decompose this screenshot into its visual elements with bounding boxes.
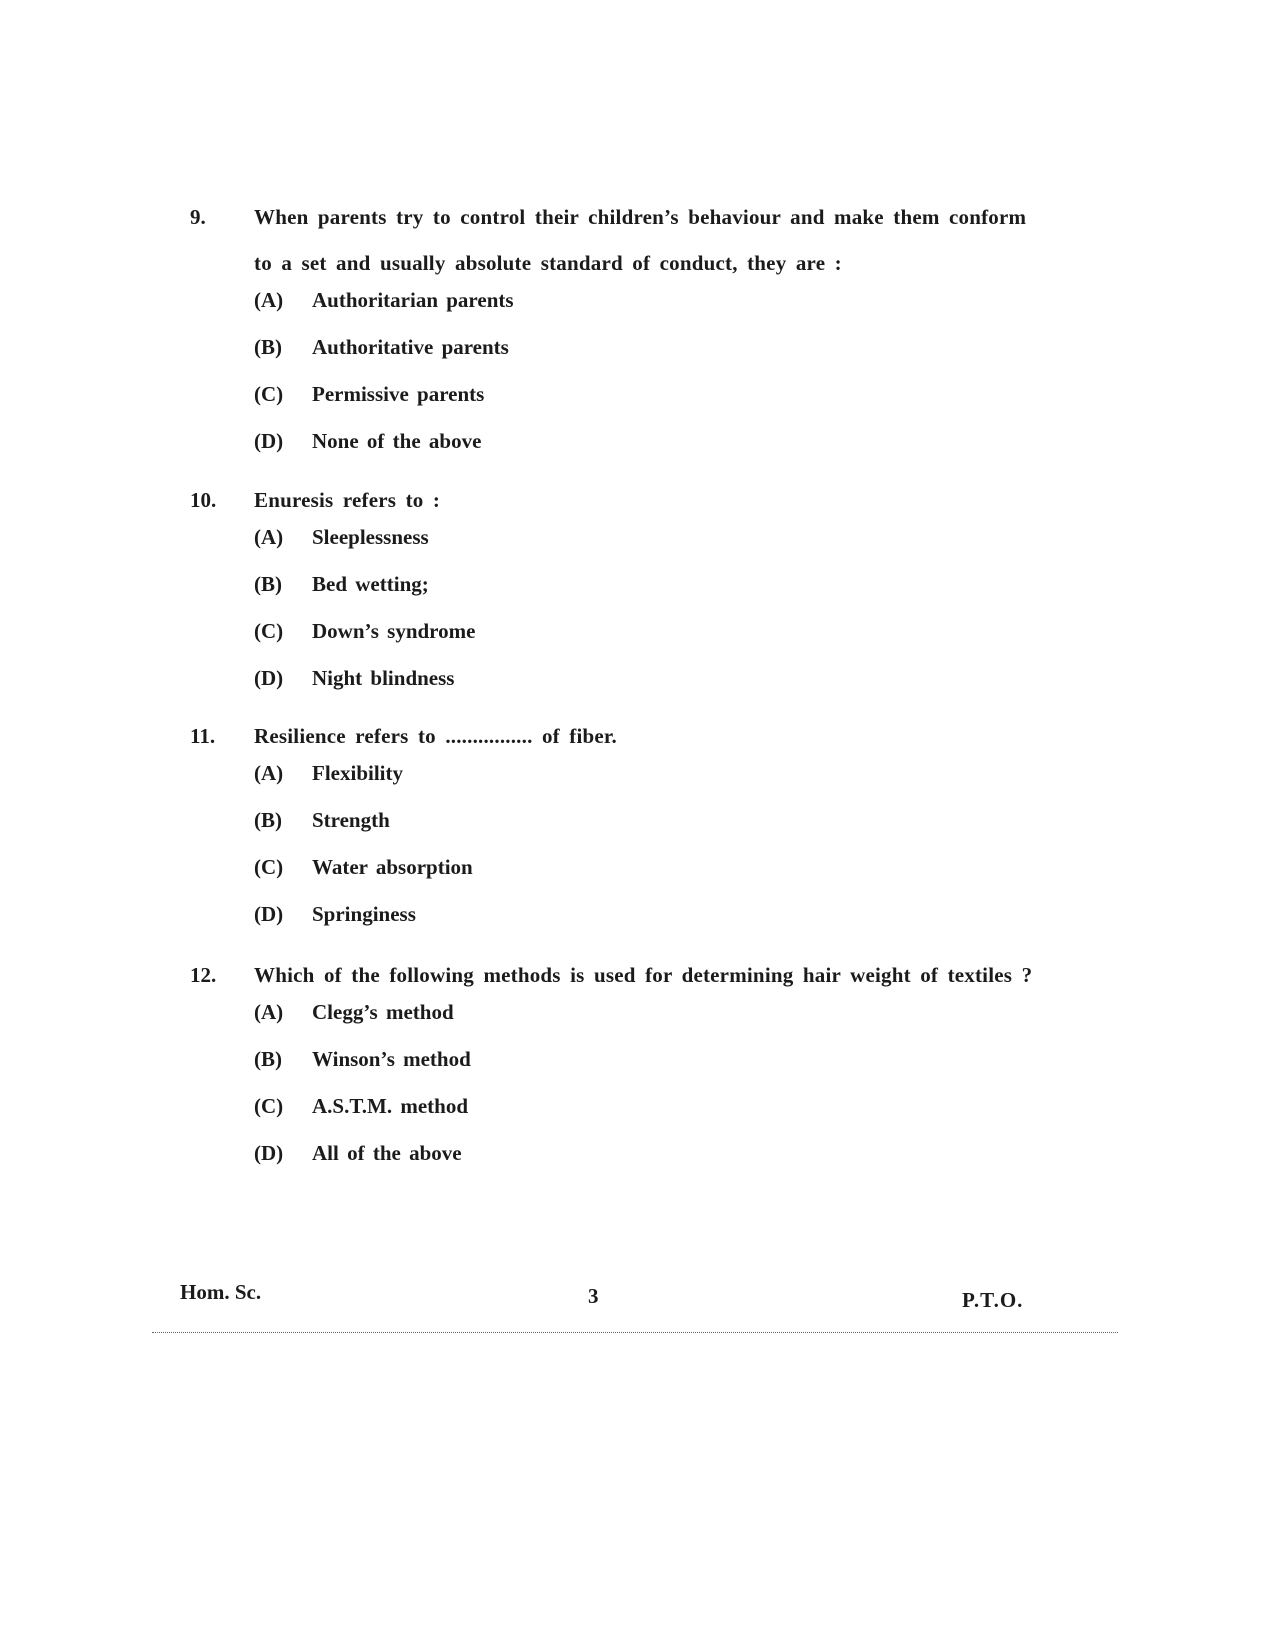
- option-text: Springiness: [312, 902, 416, 926]
- option-b: [254, 335, 1050, 382]
- option-text: Flexibility: [312, 761, 403, 785]
- option-text: Clegg’s method: [312, 1000, 454, 1024]
- question-12: [190, 963, 1050, 1188]
- option-d: [254, 902, 1050, 949]
- question-9: [190, 205, 1050, 476]
- option-c: [254, 855, 1050, 902]
- question-text: Resilience refers to ................ of fiber.: [254, 724, 617, 748]
- option-a: [254, 761, 1050, 808]
- option-b: [254, 808, 1050, 855]
- option-c: [254, 619, 1050, 666]
- option-text: All of the above: [312, 1141, 462, 1165]
- option-label: (B): [254, 808, 282, 832]
- option-text: Sleeplessness: [312, 525, 429, 549]
- option-label: (C): [254, 855, 284, 879]
- option-label: (A): [254, 1000, 284, 1024]
- option-label: (B): [254, 572, 282, 596]
- question-number: 12.: [190, 963, 217, 987]
- option-text: None of the above: [312, 429, 482, 453]
- question-number: 11.: [190, 724, 216, 748]
- option-text: Down’s syndrome: [312, 619, 476, 643]
- option-a: [254, 288, 1050, 335]
- option-label: (B): [254, 1047, 282, 1071]
- option-label: (D): [254, 902, 284, 926]
- option-d: [254, 1141, 1050, 1188]
- footer-divider: [152, 1332, 1118, 1333]
- option-label: (C): [254, 382, 284, 406]
- option-label: (B): [254, 335, 282, 359]
- option-text: Strength: [312, 808, 390, 832]
- question-text: Which of the following methods is used for determining hair weight of textiles ?: [254, 963, 1033, 987]
- question-text: Enuresis refers to :: [254, 488, 441, 512]
- footer-pto: P.T.O.: [962, 1288, 1024, 1312]
- option-label: (D): [254, 1141, 284, 1165]
- option-label: (D): [254, 429, 284, 453]
- option-label: (C): [254, 1094, 284, 1118]
- footer-page-number: 3: [588, 1284, 599, 1308]
- option-label: (A): [254, 761, 284, 785]
- option-text: Permissive parents: [312, 382, 485, 406]
- option-text: Night blindness: [312, 666, 455, 690]
- option-label: (A): [254, 288, 284, 312]
- option-label: (D): [254, 666, 284, 690]
- footer-subject: Hom. Sc.: [180, 1280, 262, 1304]
- question-10: [190, 488, 1050, 713]
- options-list: [254, 525, 1050, 713]
- question-number: 9.: [190, 205, 206, 229]
- option-text: Winson’s method: [312, 1047, 471, 1071]
- question-11: [190, 724, 1050, 949]
- option-a: [254, 525, 1050, 572]
- option-b: [254, 1047, 1050, 1094]
- option-text: Authoritative parents: [312, 335, 509, 359]
- option-text: Bed wetting;: [312, 572, 429, 596]
- option-d: [254, 429, 1050, 476]
- option-label: (C): [254, 619, 284, 643]
- option-label: (A): [254, 525, 284, 549]
- option-a: [254, 1000, 1050, 1047]
- option-d: [254, 666, 1050, 713]
- option-text: Authoritarian parents: [312, 288, 514, 312]
- option-c: [254, 382, 1050, 429]
- options-list: [254, 288, 1050, 476]
- question-number: 10.: [190, 488, 217, 512]
- options-list: [254, 1000, 1050, 1188]
- option-c: [254, 1094, 1050, 1141]
- question-text: When parents try to control their children’s behaviour and make them conform to a set and usually absolute standard of conduct, they are :: [254, 205, 1027, 275]
- option-text: A.S.T.M. method: [312, 1094, 469, 1118]
- option-text: Water absorption: [312, 855, 473, 879]
- option-b: [254, 572, 1050, 619]
- options-list: [254, 761, 1050, 949]
